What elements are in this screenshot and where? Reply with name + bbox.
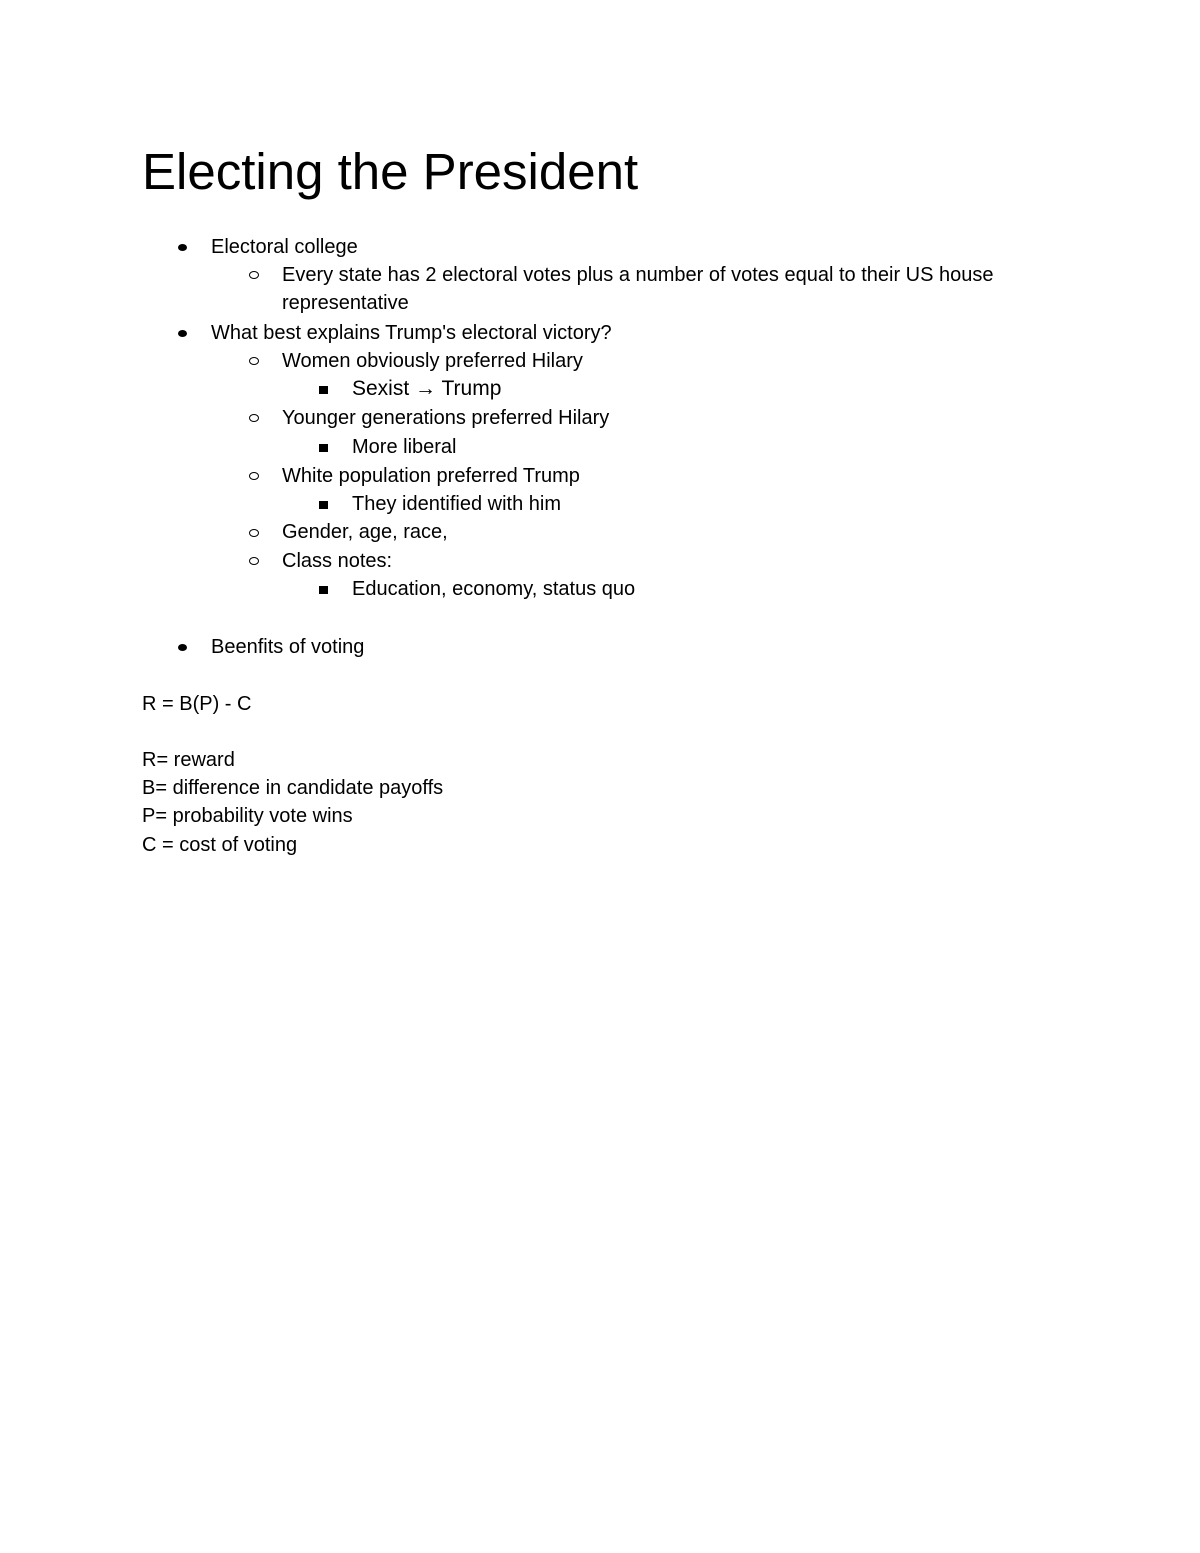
circle-bullet-icon	[249, 529, 259, 537]
formula: R = B(P) - C	[142, 693, 252, 715]
definition-c: C = cost of voting	[142, 834, 298, 856]
square-bullet-icon	[319, 444, 328, 452]
list-item-women: Women obviously preferred Hilary	[282, 350, 583, 372]
circle-bullet-icon	[249, 357, 259, 365]
square-bullet-icon	[319, 501, 328, 509]
list-item-liberal: More liberal	[352, 436, 457, 458]
circle-bullet-icon	[249, 414, 259, 422]
list-item-sexist: Sexist → Trump	[352, 377, 502, 400]
list-item-benefits: Beenfits of voting	[211, 636, 365, 658]
square-bullet-icon	[319, 586, 328, 594]
circle-bullet-icon	[249, 271, 259, 279]
list-item-education: Education, economy, status quo	[352, 578, 636, 600]
list-item-white: White population preferred Trump	[282, 465, 580, 487]
definition-b: B= difference in candidate payoffs	[142, 777, 444, 799]
list-item-younger: Younger generations preferred Hilary	[282, 407, 610, 429]
disc-bullet-icon	[178, 330, 187, 337]
list-item-electoral-college: Electoral college	[211, 236, 358, 258]
definition-p: P= probability vote wins	[142, 805, 353, 827]
list-item-gender: Gender, age, race,	[282, 521, 448, 543]
definition-r: R= reward	[142, 749, 235, 771]
list-item-electoral-votes: Every state has 2 electoral votes plus a number of votes equal to their US house	[282, 264, 994, 286]
list-item-trump-question: What best explains Trump's electoral victory?	[211, 322, 612, 344]
circle-bullet-icon	[249, 557, 259, 565]
page-title: Electing the President	[142, 143, 639, 200]
square-bullet-icon	[319, 386, 328, 394]
disc-bullet-icon	[178, 644, 187, 651]
disc-bullet-icon	[178, 244, 187, 251]
list-item-electoral-votes-cont: representative	[282, 292, 409, 314]
list-item-class-notes: Class notes:	[282, 550, 393, 572]
list-item-identified: They identified with him	[352, 493, 561, 515]
circle-bullet-icon	[249, 472, 259, 480]
